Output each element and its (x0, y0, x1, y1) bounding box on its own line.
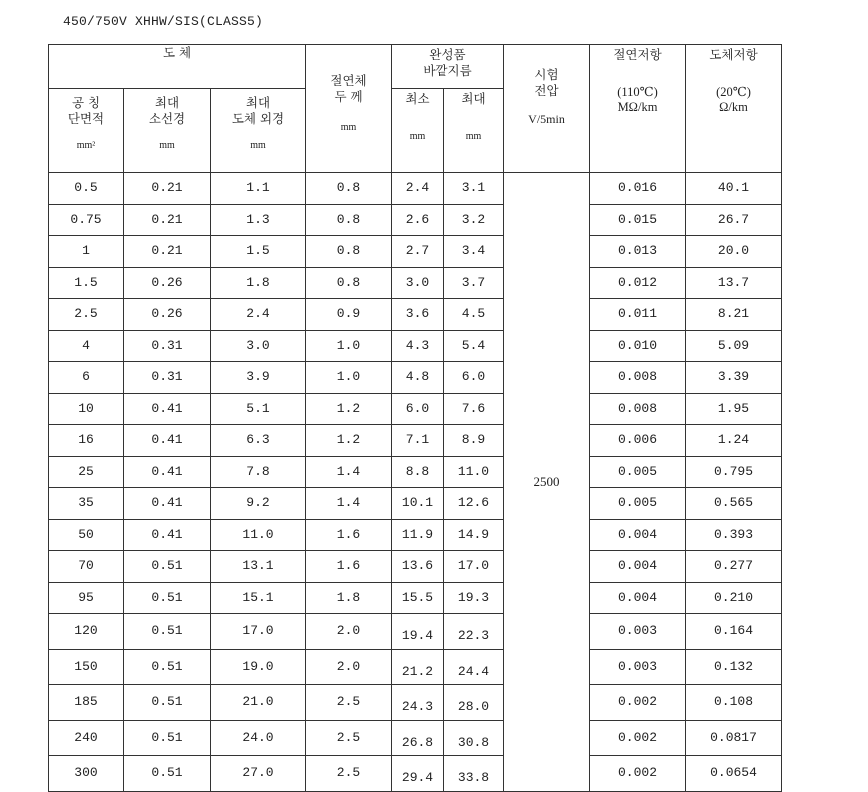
cell-cr: 0.108 (686, 685, 782, 721)
cell-ins: 1.2 (306, 425, 392, 457)
header-conductor: 도 체 (49, 45, 306, 89)
cell-area: 240 (49, 720, 124, 756)
cell-ins: 2.0 (306, 649, 392, 685)
cell-wire: 0.41 (124, 519, 211, 551)
cell-max: 8.9 (444, 425, 504, 457)
cell-ins: 1.0 (306, 330, 392, 362)
cell-min: 4.8 (392, 362, 444, 394)
cell-cr: 0.210 (686, 582, 782, 614)
header-insulation-resistance: 절연저항 (110℃) MΩ/km (590, 45, 686, 173)
cell-od: 24.0 (211, 720, 306, 756)
cell-ir: 0.003 (590, 614, 686, 650)
cell-ir: 0.003 (590, 649, 686, 685)
header-insulation-thickness: 절연체 두 께 mm (306, 45, 392, 173)
cell-wire: 0.41 (124, 488, 211, 520)
cell-ins: 1.6 (306, 551, 392, 583)
cell-max: 24.4 (444, 649, 504, 685)
cell-min: 26.8 (392, 720, 444, 756)
cell-max: 3.2 (444, 204, 504, 236)
cell-min: 10.1 (392, 488, 444, 520)
cell-area: 70 (49, 551, 124, 583)
cell-ins: 1.2 (306, 393, 392, 425)
cell-test-voltage: 2500 (504, 173, 590, 792)
cell-ins: 1.8 (306, 582, 392, 614)
cell-min: 6.0 (392, 393, 444, 425)
cell-area: 35 (49, 488, 124, 520)
cell-cr: 26.7 (686, 204, 782, 236)
cell-area: 120 (49, 614, 124, 650)
cell-cr: 0.164 (686, 614, 782, 650)
cell-cr: 3.39 (686, 362, 782, 394)
header-max-wire-dia: 최대 소선경 mm (124, 89, 211, 173)
cell-wire: 0.31 (124, 330, 211, 362)
cell-od: 1.3 (211, 204, 306, 236)
header-max-conductor-od: 최대 도체 외경 mm (211, 89, 306, 173)
header-conductor-resistance: 도체저항 (20℃) Ω/km (686, 45, 782, 173)
cell-min: 29.4 (392, 756, 444, 792)
cell-wire: 0.21 (124, 204, 211, 236)
table-header (49, 45, 782, 173)
cell-ir: 0.004 (590, 519, 686, 551)
header-test-voltage: 시험 전압 V/5min (504, 45, 590, 173)
cell-min: 3.0 (392, 267, 444, 299)
cell-ir: 0.002 (590, 720, 686, 756)
cell-area: 0.75 (49, 204, 124, 236)
cell-max: 3.7 (444, 267, 504, 299)
cell-od: 7.8 (211, 456, 306, 488)
table-row (49, 582, 782, 614)
cell-area: 4 (49, 330, 124, 362)
cell-od: 27.0 (211, 756, 306, 792)
cell-max: 19.3 (444, 582, 504, 614)
cell-max: 22.3 (444, 614, 504, 650)
cell-cr: 5.09 (686, 330, 782, 362)
cell-min: 19.4 (392, 614, 444, 650)
cell-ir: 0.006 (590, 425, 686, 457)
cell-ir: 0.002 (590, 685, 686, 721)
cell-area: 50 (49, 519, 124, 551)
cell-min: 11.9 (392, 519, 444, 551)
cell-max: 30.8 (444, 720, 504, 756)
cell-ir: 0.002 (590, 756, 686, 792)
cell-ir: 0.004 (590, 551, 686, 583)
cell-area: 2.5 (49, 299, 124, 331)
cell-cr: 0.795 (686, 456, 782, 488)
cell-min: 2.4 (392, 173, 444, 205)
cell-area: 25 (49, 456, 124, 488)
cell-min: 13.6 (392, 551, 444, 583)
cell-cr: 20.0 (686, 236, 782, 268)
table-row (49, 456, 782, 488)
cell-area: 6 (49, 362, 124, 394)
cell-min: 8.8 (392, 456, 444, 488)
cable-spec-table (48, 44, 782, 792)
cell-wire: 0.21 (124, 173, 211, 205)
table-row (49, 330, 782, 362)
cell-cr: 8.21 (686, 299, 782, 331)
table-row (49, 393, 782, 425)
header-finished-od: 완성품 바깥지름 (392, 45, 504, 89)
cell-wire: 0.41 (124, 456, 211, 488)
header-finished-min: 최소 mm (392, 89, 444, 173)
cell-od: 1.1 (211, 173, 306, 205)
cell-ir: 0.011 (590, 299, 686, 331)
cell-od: 2.4 (211, 299, 306, 331)
cell-max: 33.8 (444, 756, 504, 792)
cell-wire: 0.51 (124, 756, 211, 792)
table-row (49, 519, 782, 551)
cell-od: 1.5 (211, 236, 306, 268)
cell-ir: 0.004 (590, 582, 686, 614)
table-row (49, 362, 782, 394)
cell-ins: 0.8 (306, 204, 392, 236)
table-row (49, 488, 782, 520)
cell-area: 185 (49, 685, 124, 721)
table-row (49, 720, 782, 756)
cell-ins: 1.4 (306, 456, 392, 488)
table-row (49, 173, 782, 205)
cell-min: 24.3 (392, 685, 444, 721)
cell-wire: 0.26 (124, 267, 211, 299)
cell-ir: 0.013 (590, 236, 686, 268)
cell-ir: 0.008 (590, 362, 686, 394)
cell-max: 4.5 (444, 299, 504, 331)
table-row (49, 425, 782, 457)
header-nominal-area: 공 칭 단면적 mm² (49, 89, 124, 173)
cell-od: 9.2 (211, 488, 306, 520)
cell-cr: 0.0654 (686, 756, 782, 792)
cell-ins: 2.5 (306, 685, 392, 721)
cell-cr: 40.1 (686, 173, 782, 205)
cell-max: 5.4 (444, 330, 504, 362)
document-title: 450/750V XHHW/SIS(CLASS5) (63, 14, 264, 29)
cell-wire: 0.51 (124, 685, 211, 721)
cell-wire: 0.51 (124, 551, 211, 583)
cell-ir: 0.005 (590, 456, 686, 488)
cell-area: 95 (49, 582, 124, 614)
cell-min: 21.2 (392, 649, 444, 685)
cell-ir: 0.016 (590, 173, 686, 205)
cell-min: 2.7 (392, 236, 444, 268)
cell-max: 3.4 (444, 236, 504, 268)
cell-cr: 0.0817 (686, 720, 782, 756)
cell-max: 12.6 (444, 488, 504, 520)
cell-min: 15.5 (392, 582, 444, 614)
cell-ir: 0.012 (590, 267, 686, 299)
cell-ins: 2.0 (306, 614, 392, 650)
cell-ir: 0.015 (590, 204, 686, 236)
cell-area: 1.5 (49, 267, 124, 299)
cell-max: 6.0 (444, 362, 504, 394)
cell-wire: 0.31 (124, 362, 211, 394)
cell-od: 5.1 (211, 393, 306, 425)
cell-max: 14.9 (444, 519, 504, 551)
cell-od: 1.8 (211, 267, 306, 299)
table-body (49, 173, 782, 792)
cell-cr: 1.24 (686, 425, 782, 457)
table-row (49, 756, 782, 792)
cell-max: 17.0 (444, 551, 504, 583)
cell-max: 7.6 (444, 393, 504, 425)
cell-ir: 0.010 (590, 330, 686, 362)
table-row (49, 267, 782, 299)
cell-od: 15.1 (211, 582, 306, 614)
cell-ins: 1.0 (306, 362, 392, 394)
cell-od: 6.3 (211, 425, 306, 457)
cell-wire: 0.26 (124, 299, 211, 331)
cell-area: 16 (49, 425, 124, 457)
cell-od: 11.0 (211, 519, 306, 551)
cell-ins: 0.8 (306, 173, 392, 205)
cell-wire: 0.41 (124, 393, 211, 425)
cell-max: 28.0 (444, 685, 504, 721)
cell-od: 3.0 (211, 330, 306, 362)
table-row (49, 649, 782, 685)
cell-wire: 0.41 (124, 425, 211, 457)
cell-area: 1 (49, 236, 124, 268)
cell-ins: 0.9 (306, 299, 392, 331)
cell-ir: 0.008 (590, 393, 686, 425)
cell-area: 0.5 (49, 173, 124, 205)
cell-min: 2.6 (392, 204, 444, 236)
cell-area: 150 (49, 649, 124, 685)
cell-ins: 1.4 (306, 488, 392, 520)
cell-od: 17.0 (211, 614, 306, 650)
table-row (49, 685, 782, 721)
cell-min: 3.6 (392, 299, 444, 331)
cell-cr: 0.132 (686, 649, 782, 685)
cell-max: 3.1 (444, 173, 504, 205)
cell-area: 10 (49, 393, 124, 425)
cell-wire: 0.51 (124, 720, 211, 756)
cell-ins: 2.5 (306, 720, 392, 756)
header-finished-max: 최대 mm (444, 89, 504, 173)
cell-cr: 0.393 (686, 519, 782, 551)
cell-od: 3.9 (211, 362, 306, 394)
cell-ir: 0.005 (590, 488, 686, 520)
cell-wire: 0.21 (124, 236, 211, 268)
cell-cr: 0.277 (686, 551, 782, 583)
cell-ins: 0.8 (306, 236, 392, 268)
cell-od: 19.0 (211, 649, 306, 685)
table-row (49, 236, 782, 268)
table-row (49, 204, 782, 236)
cell-cr: 1.95 (686, 393, 782, 425)
table-row (49, 551, 782, 583)
cell-ins: 2.5 (306, 756, 392, 792)
cell-od: 13.1 (211, 551, 306, 583)
cell-wire: 0.51 (124, 649, 211, 685)
cell-max: 11.0 (444, 456, 504, 488)
cell-area: 300 (49, 756, 124, 792)
cell-cr: 0.565 (686, 488, 782, 520)
cell-ins: 0.8 (306, 267, 392, 299)
cell-ins: 1.6 (306, 519, 392, 551)
cell-wire: 0.51 (124, 582, 211, 614)
cell-min: 7.1 (392, 425, 444, 457)
table-row (49, 299, 782, 331)
table-row (49, 614, 782, 650)
cell-od: 21.0 (211, 685, 306, 721)
cell-wire: 0.51 (124, 614, 211, 650)
cell-min: 4.3 (392, 330, 444, 362)
cell-cr: 13.7 (686, 267, 782, 299)
